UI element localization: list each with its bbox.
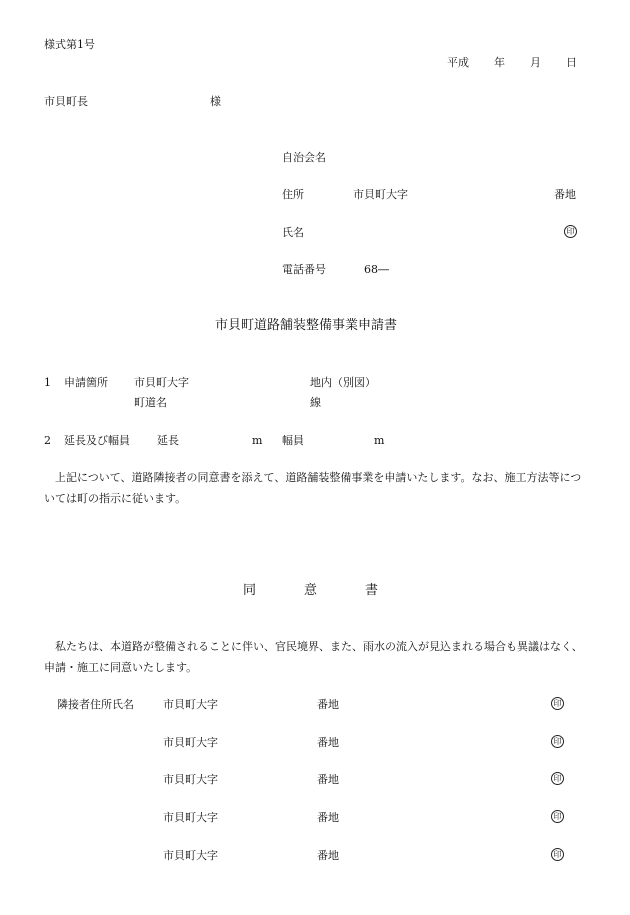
seal-icon: 印 bbox=[551, 697, 564, 710]
consent-title-char: 同 bbox=[243, 583, 257, 598]
list-item-town: 市貝町大字 bbox=[163, 773, 218, 786]
section1-land-note: 地内（別図） bbox=[310, 376, 376, 389]
list-item-suffix: 番地 bbox=[317, 811, 339, 824]
consent-title-char: 書 bbox=[365, 583, 379, 598]
date-day: 日 bbox=[566, 56, 577, 69]
neighbor-label: 隣接者住所氏名 bbox=[57, 698, 134, 711]
association-label: 自治会名 bbox=[282, 151, 326, 164]
phone-prefix: 68― bbox=[364, 263, 389, 276]
address-town: 市貝町大字 bbox=[353, 188, 408, 201]
request-paragraph: 上記について、道路隣接者の同意書を添えて、道路舗装整備事業を申請いたします。なお、施工方法等については町の指示に従います。 bbox=[44, 471, 582, 505]
addressee-honorific: 様 bbox=[210, 95, 221, 108]
list-item-town: 市貝町大字 bbox=[163, 698, 218, 711]
list-item-suffix: 番地 bbox=[317, 698, 339, 711]
consent-paragraph: 私たちは、本道路が整備されることに伴い、官民境界、また、雨水の流入が見込まれる場合も異議はなく、申請・施工に同意いたします。 bbox=[44, 640, 583, 674]
section1-label: 申請箇所 bbox=[64, 376, 108, 389]
list-item-town: 市貝町大字 bbox=[163, 811, 218, 824]
road-name-label: 町道名 bbox=[134, 396, 167, 409]
form-number: 様式第1号 bbox=[44, 38, 95, 51]
seal-icon: 印 bbox=[564, 225, 577, 238]
document-title: 市貝町道路舗装整備事業申請書 bbox=[215, 318, 398, 333]
list-item-suffix: 番地 bbox=[317, 849, 339, 862]
seal-icon: 印 bbox=[551, 772, 564, 785]
address-label: 住所 bbox=[282, 188, 304, 201]
road-suffix: 線 bbox=[310, 396, 321, 409]
date-year: 年 bbox=[494, 56, 505, 69]
date-era: 平成 bbox=[447, 56, 469, 69]
section2-label: 延長及び幅員 bbox=[64, 434, 130, 447]
address-suffix: 番地 bbox=[554, 188, 576, 201]
length-label: 延長 bbox=[157, 434, 179, 447]
width-label: 幅員 bbox=[282, 434, 304, 447]
section1-town: 市貝町大字 bbox=[134, 376, 189, 389]
width-unit: m bbox=[374, 434, 385, 447]
list-item-suffix: 番地 bbox=[317, 773, 339, 786]
seal-icon: 印 bbox=[551, 735, 564, 748]
length-unit: m bbox=[252, 434, 263, 447]
list-item-town: 市貝町大字 bbox=[163, 736, 218, 749]
addressee-name: 市貝町長 bbox=[44, 95, 88, 108]
name-label: 氏名 bbox=[282, 226, 304, 239]
seal-icon: 印 bbox=[551, 848, 564, 861]
section2-number: 2 bbox=[44, 434, 51, 447]
list-item-suffix: 番地 bbox=[317, 736, 339, 749]
date-month: 月 bbox=[530, 56, 541, 69]
list-item-town: 市貝町大字 bbox=[163, 849, 218, 862]
consent-title-char: 意 bbox=[304, 583, 318, 598]
seal-icon: 印 bbox=[551, 810, 564, 823]
section1-number: 1 bbox=[44, 376, 51, 389]
phone-label: 電話番号 bbox=[282, 263, 326, 276]
